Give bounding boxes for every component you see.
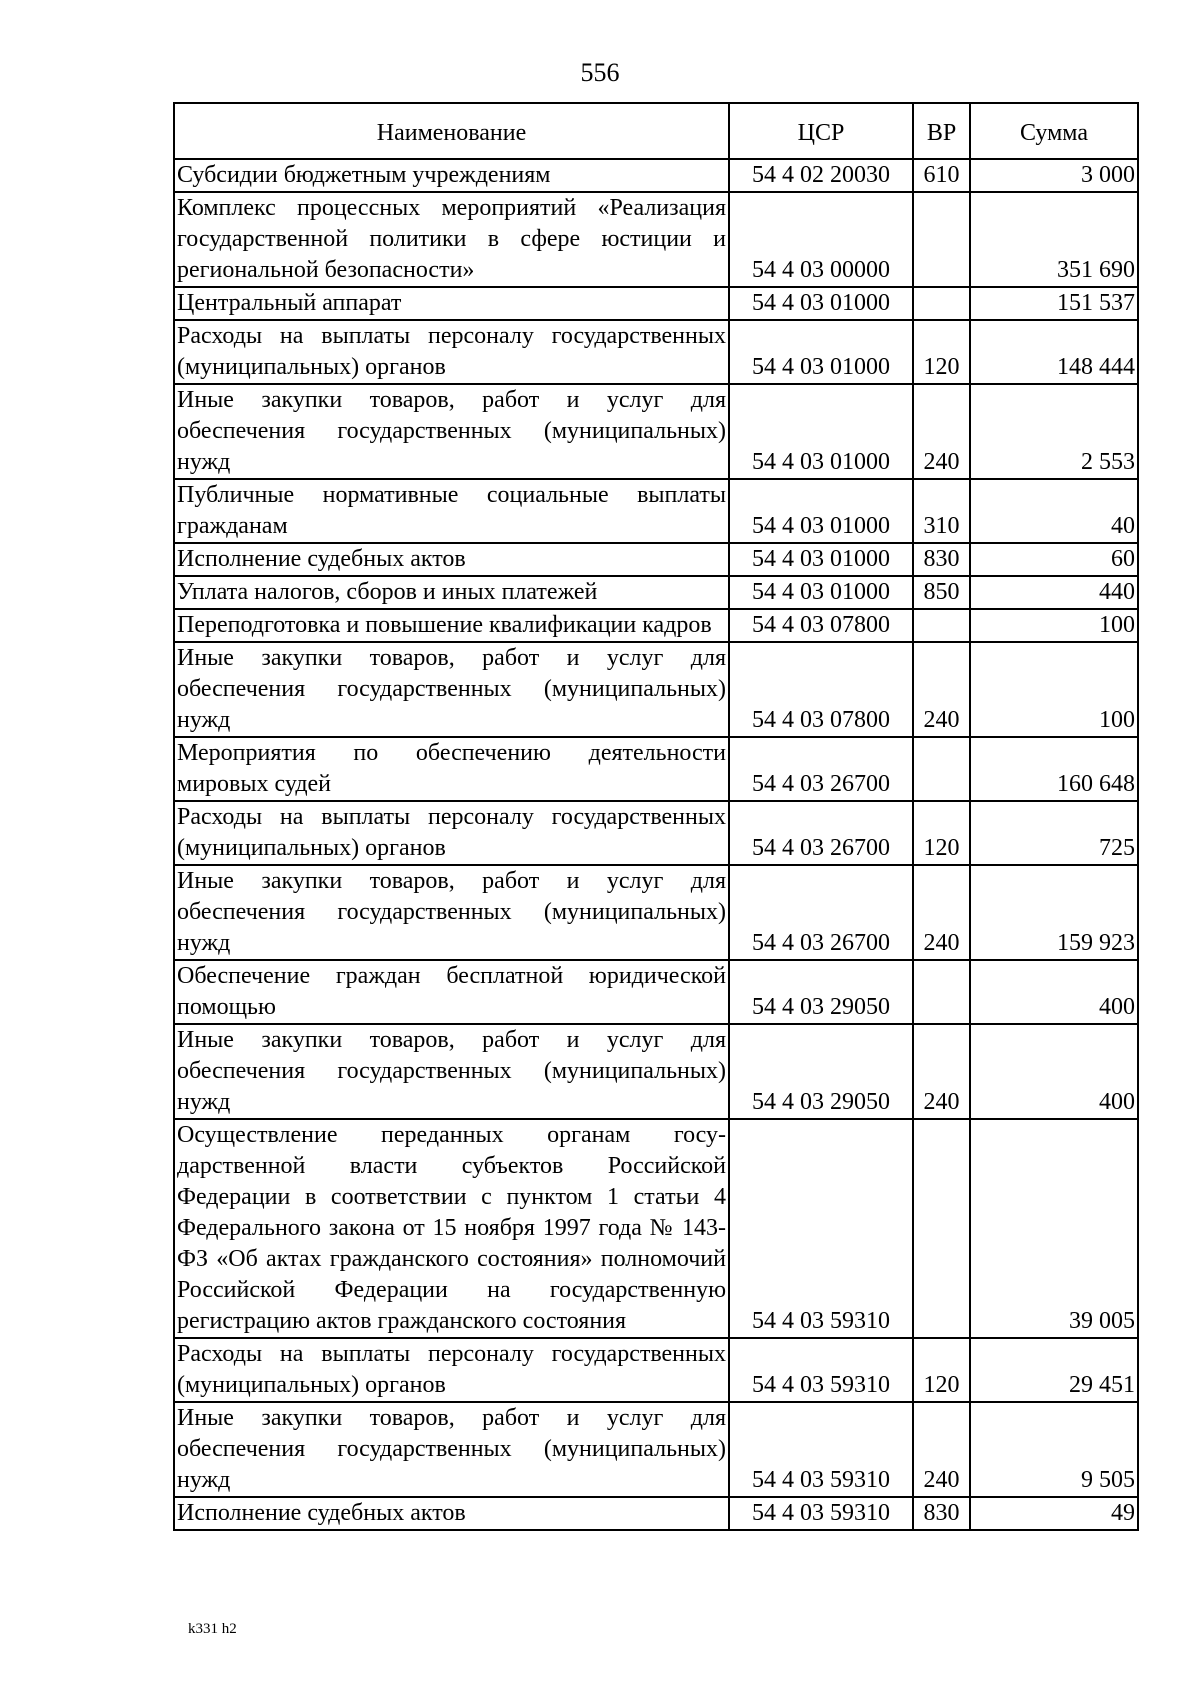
header-csr: ЦСР xyxy=(729,103,913,159)
row-name-cell: Мероприятия по обеспечению деятельности мировых судей xyxy=(174,737,729,801)
row-sum-cell: 440 xyxy=(970,576,1138,609)
row-vr-cell: 610 xyxy=(913,159,970,192)
row-vr-cell: 240 xyxy=(913,384,970,479)
row-name-cell: Расходы на выплаты персоналу государственных (муниципальных) органов xyxy=(174,320,729,384)
footer-code: k331 h2 xyxy=(188,1621,237,1637)
row-sum-cell: 151 537 xyxy=(970,287,1138,320)
table-row xyxy=(174,1024,1138,1119)
table-row xyxy=(174,609,1138,642)
row-vr-cell xyxy=(913,737,970,801)
header-name: Наименование xyxy=(174,103,729,159)
row-csr-cell: 54 4 03 01000 xyxy=(729,384,913,479)
row-sum-cell: 400 xyxy=(970,1024,1138,1119)
row-csr-cell: 54 4 03 01000 xyxy=(729,287,913,320)
row-sum-cell: 2 553 xyxy=(970,384,1138,479)
row-sum-cell: 49 xyxy=(970,1497,1138,1530)
row-sum-cell: 148 444 xyxy=(970,320,1138,384)
table-row xyxy=(174,576,1138,609)
row-name-cell: Уплата налогов, сборов и иных платежей xyxy=(174,576,729,609)
row-vr-cell xyxy=(913,192,970,287)
row-vr-cell: 310 xyxy=(913,479,970,543)
row-vr-cell: 240 xyxy=(913,1402,970,1497)
row-vr-cell xyxy=(913,609,970,642)
table-row xyxy=(174,1119,1138,1338)
row-vr-cell: 120 xyxy=(913,1338,970,1402)
table-row xyxy=(174,1338,1138,1402)
row-csr-cell: 54 4 03 26700 xyxy=(729,737,913,801)
table-row xyxy=(174,1402,1138,1497)
row-csr-cell: 54 4 03 59310 xyxy=(729,1402,913,1497)
header-vr: ВР xyxy=(913,103,970,159)
row-vr-cell xyxy=(913,1119,970,1338)
table-row xyxy=(174,287,1138,320)
row-csr-cell: 54 4 03 00000 xyxy=(729,192,913,287)
row-name-cell: Иные закупки товаров, работ и услуг для обеспечения государственных (муниципальных) нужд xyxy=(174,1402,729,1497)
table-body xyxy=(174,159,1138,1530)
row-sum-cell: 160 648 xyxy=(970,737,1138,801)
row-sum-cell: 29 451 xyxy=(970,1338,1138,1402)
row-vr-cell: 120 xyxy=(913,320,970,384)
row-sum-cell: 351 690 xyxy=(970,192,1138,287)
row-name-cell: Исполнение судебных актов xyxy=(174,1497,729,1530)
row-name-cell: Переподготовка и повышение квалификации кадров xyxy=(174,609,729,642)
row-vr-cell: 120 xyxy=(913,801,970,865)
row-csr-cell: 54 4 03 07800 xyxy=(729,642,913,737)
row-csr-cell: 54 4 03 59310 xyxy=(729,1497,913,1530)
row-vr-cell: 240 xyxy=(913,865,970,960)
header-sum: Сумма xyxy=(970,103,1138,159)
row-name-cell: Иные закупки товаров, работ и услуг для обеспечения государственных (муниципальных) нужд xyxy=(174,384,729,479)
row-name-cell: Иные закупки товаров, работ и услуг для обеспечения государственных (муниципальных) нужд xyxy=(174,642,729,737)
row-csr-cell: 54 4 03 26700 xyxy=(729,865,913,960)
row-sum-cell: 60 xyxy=(970,543,1138,576)
row-sum-cell: 100 xyxy=(970,609,1138,642)
row-name-cell: Расходы на выплаты персоналу государственных (муниципальных) органов xyxy=(174,801,729,865)
row-name-cell: Публичные нормативные социальные выплаты гражданам xyxy=(174,479,729,543)
row-csr-cell: 54 4 03 01000 xyxy=(729,543,913,576)
row-name-cell: Обеспечение граждан бесплатной юридической помощью xyxy=(174,960,729,1024)
row-sum-cell: 39 005 xyxy=(970,1119,1138,1338)
table-row xyxy=(174,801,1138,865)
row-vr-cell xyxy=(913,287,970,320)
budget-table xyxy=(173,102,1139,1531)
row-csr-cell: 54 4 03 01000 xyxy=(729,576,913,609)
row-csr-cell: 54 4 03 26700 xyxy=(729,801,913,865)
row-name-cell: Иные закупки товаров, работ и услуг для обеспечения государственных (муниципальных) нужд xyxy=(174,865,729,960)
row-sum-cell: 159 923 xyxy=(970,865,1138,960)
row-vr-cell: 240 xyxy=(913,642,970,737)
row-vr-cell xyxy=(913,960,970,1024)
row-name-cell: Осуществление переданных органам государственной власти субъектов Российской Федерации в соответствии с пунктом 1 статьи 4 Федерального закона от 15 ноября 1997 года № 143-ФЗ «Об актах гражданского состояния» полномочий Российской Федерации на государственную регистрацию актов гражданского состояния xyxy=(174,1119,729,1338)
row-name-cell: Расходы на выплаты персоналу государственных (муниципальных) органов xyxy=(174,1338,729,1402)
row-vr-cell: 240 xyxy=(913,1024,970,1119)
table-row xyxy=(174,642,1138,737)
row-csr-cell: 54 4 03 07800 xyxy=(729,609,913,642)
row-sum-cell: 100 xyxy=(970,642,1138,737)
table-row xyxy=(174,159,1138,192)
table-row xyxy=(174,865,1138,960)
row-sum-cell: 725 xyxy=(970,801,1138,865)
row-name-cell: Центральный аппарат xyxy=(174,287,729,320)
row-sum-cell: 40 xyxy=(970,479,1138,543)
table-row xyxy=(174,192,1138,287)
row-csr-cell: 54 4 03 29050 xyxy=(729,960,913,1024)
table-header-row xyxy=(174,103,1138,159)
row-sum-cell: 400 xyxy=(970,960,1138,1024)
row-csr-cell: 54 4 03 01000 xyxy=(729,479,913,543)
row-csr-cell: 54 4 03 59310 xyxy=(729,1338,913,1402)
page-number: 556 xyxy=(580,58,620,87)
table-row xyxy=(174,543,1138,576)
row-sum-cell: 9 505 xyxy=(970,1402,1138,1497)
row-name-cell: Исполнение судебных актов xyxy=(174,543,729,576)
row-csr-cell: 54 4 03 59310 xyxy=(729,1119,913,1338)
row-name-cell: Иные закупки товаров, работ и услуг для обеспечения государственных (муниципальных) нужд xyxy=(174,1024,729,1119)
table-row xyxy=(174,737,1138,801)
row-csr-cell: 54 4 03 01000 xyxy=(729,320,913,384)
table-row xyxy=(174,320,1138,384)
row-name-cell: Субсидии бюджетным учреждениям xyxy=(174,159,729,192)
table-row xyxy=(174,384,1138,479)
table-row xyxy=(174,1497,1138,1530)
row-vr-cell: 830 xyxy=(913,543,970,576)
row-sum-cell: 3 000 xyxy=(970,159,1138,192)
table-row xyxy=(174,960,1138,1024)
table-row xyxy=(174,479,1138,543)
row-csr-cell: 54 4 03 29050 xyxy=(729,1024,913,1119)
row-vr-cell: 850 xyxy=(913,576,970,609)
row-vr-cell: 830 xyxy=(913,1497,970,1530)
row-name-cell: Комплекс процессных мероприятий «Реализация государственной политики в сфере юстиции и региональной безопасности» xyxy=(174,192,729,287)
row-csr-cell: 54 4 02 20030 xyxy=(729,159,913,192)
